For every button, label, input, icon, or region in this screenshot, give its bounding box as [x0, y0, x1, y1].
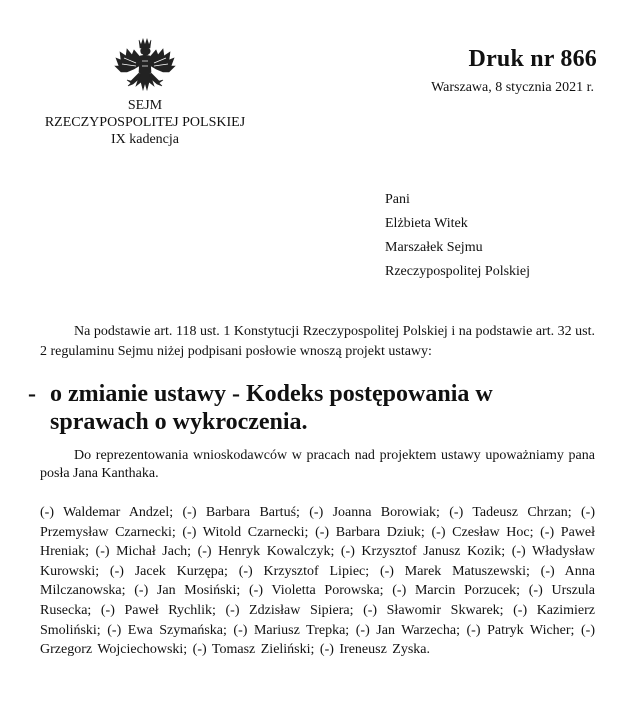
intro-paragraph: Na podstawie art. 118 ust. 1 Konstytucji Rzeczypospolitej Polskiej i na podstawie art. 32 ust. 2 regulaminu Sejmu niżej podpisani posłowie wnoszą projekt ustawy:: [40, 324, 595, 359]
signatories-list: (-) Waldemar Andzel; (-) Barbara Bartuś; (-) Joanna Borowiak; (-) Tadeusz Chrzan; (-) Przemysław Czarnecki; (-) Witold Czarnecki; (-) Barbara Dziuk; (-) Czesław Hoc; (-) Paweł Hreniak; (-) Michał Jach; (-) Henryk Kowalczyk; (-) Krzysztof Janusz Kozik; (-) Władysław Kurowski; (-) Jacek Kurzępa; (-) Krzysztof Lipiec; (-) Marek Matuszewski; (-) Anna Milczanowska; (-) Jan Mosiński; (-) Violetta Porowska; (-) Marcin Porzucek; (-) Urszula Rusecka; (-) Paweł Rychlik; (-) Zdzisław Sipiera; (-) Sławomir Skwarek; (-) Kazimierz Smoliński; (-) Ewa Szymańska; (-) Mariusz Trepka; (-) Jan Warzecha; (-) Patryk Wicher; (-) Grzegorz Wojciechowski; (-) Tomasz Zieliński; (-) Ireneusz Zyska.: [40, 505, 595, 658]
bill-title: [28, 380, 598, 436]
bill-title-text1: o zmianie ustawy - Kodeks postępowania w: [50, 381, 493, 407]
polish-eagle-emblem-icon: [112, 36, 178, 98]
bill-title-line2: sprawach o wykroczenia.: [50, 409, 308, 435]
dateline: Warszawa, 8 stycznia 2021 r.: [431, 80, 594, 95]
addressee-role: Marszałek Sejmu: [385, 240, 483, 255]
bill-title-line1: [28, 380, 598, 408]
issuer-block: [30, 97, 260, 148]
addressee-salutation: Pani: [385, 192, 410, 207]
bill-title-dash: -: [28, 381, 36, 407]
document-number: Druk nr 866: [468, 46, 597, 72]
addressee-block: [385, 188, 530, 284]
representation-paragraph: Do reprezentowania wnioskodawców w pracach nad projektem ustawy upoważniamy pana posła Jana Kanthaka.: [40, 448, 595, 481]
addressee-name: Elżbieta Witek: [385, 216, 468, 231]
institution-line2: RZECZYPOSPOLITEJ POLSKIEJ: [44, 115, 246, 130]
term-label: IX kadencja: [110, 132, 180, 147]
addressee-institution: Rzeczypospolitej Polskiej: [385, 264, 531, 279]
institution-line1: SEJM: [127, 98, 163, 113]
